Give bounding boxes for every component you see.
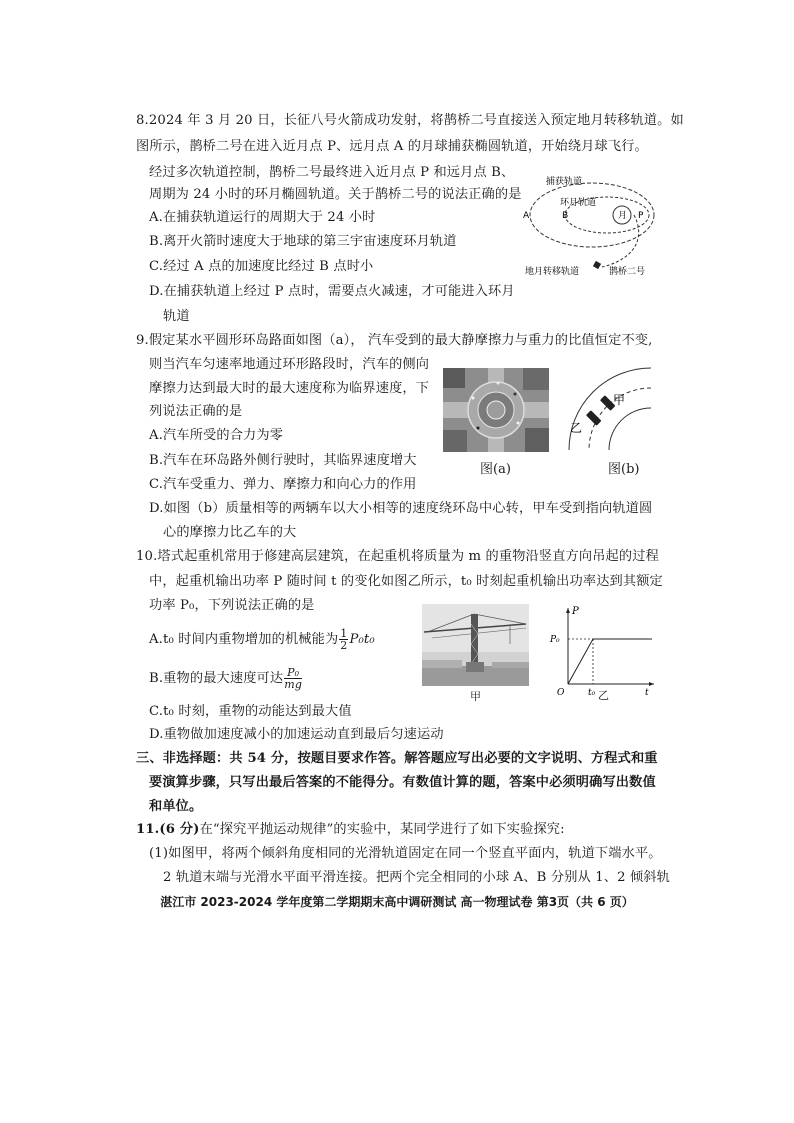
tower-crane-photo (422, 604, 529, 686)
moon-label: 月 (618, 211, 628, 221)
graph-x-label: t (645, 688, 649, 698)
q10-line-2: 中，起重机输出功率 P 随时间 t 的变化如图乙所示，t₀ 时刻起重机输出功率达到其额定 (149, 574, 663, 589)
q11-line-3: 2 轨道末端与光滑水平面平滑连接。把两个完全相同的小球 A、B 分别从 1、2 倾斜轨 (163, 870, 670, 885)
car-yi-label: 乙 (570, 421, 583, 435)
fraction-p0-over-mg: $\frac{\text{P₀}}{mg}$ (284, 666, 303, 691)
q9-option-b: B.汽车在环岛路外侧行驶时，其临界速度增大 (149, 453, 417, 468)
graph-y-label: P (572, 606, 579, 617)
q8-line-3: 经过多次轨道控制，鹊桥二号最终进入近月点 P 和远月点 B、 (149, 165, 515, 180)
graph-t0-label: t₀ (588, 688, 596, 698)
page-footer: 湛江市 2023-2024 学年度第二学期期末高中调研测试 高一物理试卷 第3页（共 6 页） (160, 895, 634, 909)
q11-stem: 在“探究平抛运动规律”的实验中，某同学进行了如下实验探究: (199, 822, 565, 837)
point-b-label: B (562, 211, 569, 221)
q8-option-c: C.经过 A 点的加速度比经过 B 点时小 (149, 259, 374, 274)
q8-option-d-cont: 轨道 (163, 309, 190, 324)
q10-line-3: 功率 P₀，下列说法正确的是 (149, 598, 315, 613)
section3-line-1: 三、非选择题：共 54 分，按题目要求作答。解答题应写出必要的文字说明、方程式和重 (136, 751, 658, 766)
section3-line-2: 要演算步骤，只写出最后答案的不能得分。有数值计算的题，答案中必须明确写出数值 (149, 775, 656, 790)
q8-option-a: A.在捕获轨道运行的周期大于 24 小时 (149, 210, 376, 225)
q10-option-c: C.t₀ 时刻，重物的动能达到最大值 (149, 704, 352, 719)
point-p-label: P (638, 211, 644, 221)
q9-line-1: 9.假定某水平圆形环岛路面如图（a）， 汽车受到的最大静摩擦力与重力的比值恒定不变, (136, 333, 653, 348)
graph-p0-label: P₀ (550, 635, 560, 645)
graph-origin-label: O (557, 688, 565, 698)
orbit-diagram (522, 170, 662, 280)
lunar-orbit-label: 环月轨道 (560, 198, 597, 208)
q10-option-a (149, 628, 375, 651)
roundabout-photo (443, 368, 549, 452)
q9-line-2: 则当汽车匀速率地通过环形路段时，汽车的侧向 (149, 357, 430, 372)
q10-option-a-text: A.t₀ 时间内重物增加的机械能为 (149, 632, 339, 647)
satellite-label: 鹊桥二号 (609, 267, 646, 277)
q9-option-c: C.汽车受重力、弹力、摩擦力和向心力的作用 (149, 477, 417, 492)
curve-cars-diagram (566, 366, 652, 450)
section3-line-3: 和单位。 (149, 799, 203, 814)
capture-orbit-label: 捕获轨道 (546, 177, 583, 187)
q10-option-d: D.重物做加速度减小的加速运动直到最后匀速运动 (149, 727, 444, 742)
power-time-graph (548, 604, 658, 698)
fraction-half: $\frac{1}{2}$ (340, 627, 348, 652)
q9-option-a: A.汽车所受的合力为零 (149, 428, 284, 443)
q8-option-d: D.在捕获轨道上经过 P 点时，需要点火减速，才可能进入环月 (149, 284, 515, 299)
q10-option-a-term: P₀t₀ (349, 632, 375, 647)
q9-option-d-cont: 心的摩擦力比乙车的大 (163, 525, 297, 540)
crane-photo-caption: 甲 (470, 690, 481, 703)
fig-a-caption: 图(a) (480, 462, 511, 477)
point-a-label: A (523, 211, 530, 221)
q10-option-b-text: B.重物的最大速度可达 (149, 671, 284, 686)
q8-option-b: B.离开火箭时速度大于地球的第三宇宙速度环月轨道 (149, 234, 457, 249)
q11-number: 11.(6 分) (136, 822, 200, 837)
graph-caption: 乙 (598, 689, 609, 702)
fig-b-caption: 图(b) (608, 462, 640, 477)
q10-option-b (149, 667, 303, 690)
transfer-orbit-label: 地月转移轨道 (525, 267, 580, 277)
q9-line-4: 列说法正确的是 (149, 404, 243, 419)
car-jia-label: 甲 (613, 393, 626, 407)
q10-line-1: 10.塔式起重机常用于修建高层建筑，在起重机将质量为 m 的重物沿竖直方向吊起的过程 (136, 549, 659, 564)
q9-option-d: D.如图（b）质量相等的两辆车以大小相等的速度绕环岛中心转，甲车受到指向轨道圆 (149, 501, 653, 516)
q11-line-2: (1)如图甲，将两个倾斜角度相同的光滑轨道固定在同一个竖直平面内，轨道下端水平。 (149, 846, 662, 861)
q11-line-1 (136, 820, 565, 840)
q8-line-2: 图所示，鹊桥二号在进入近月点 P、远月点 A 的月球捕获椭圆轨道，开始绕月球飞行。 (136, 139, 648, 154)
q8-line-4: 周期为 24 小时的环月椭圆轨道。关于鹊桥二号的说法正确的是 (149, 187, 522, 202)
q8-line-1: 8.2024 年 3 月 20 日，长征八号火箭成功发射，将鹊桥二号直接送入预定地月转移轨道。如 (136, 113, 684, 128)
q9-line-3: 摩擦力达到最大时的最大速度称为临界速度，下 (149, 381, 430, 396)
